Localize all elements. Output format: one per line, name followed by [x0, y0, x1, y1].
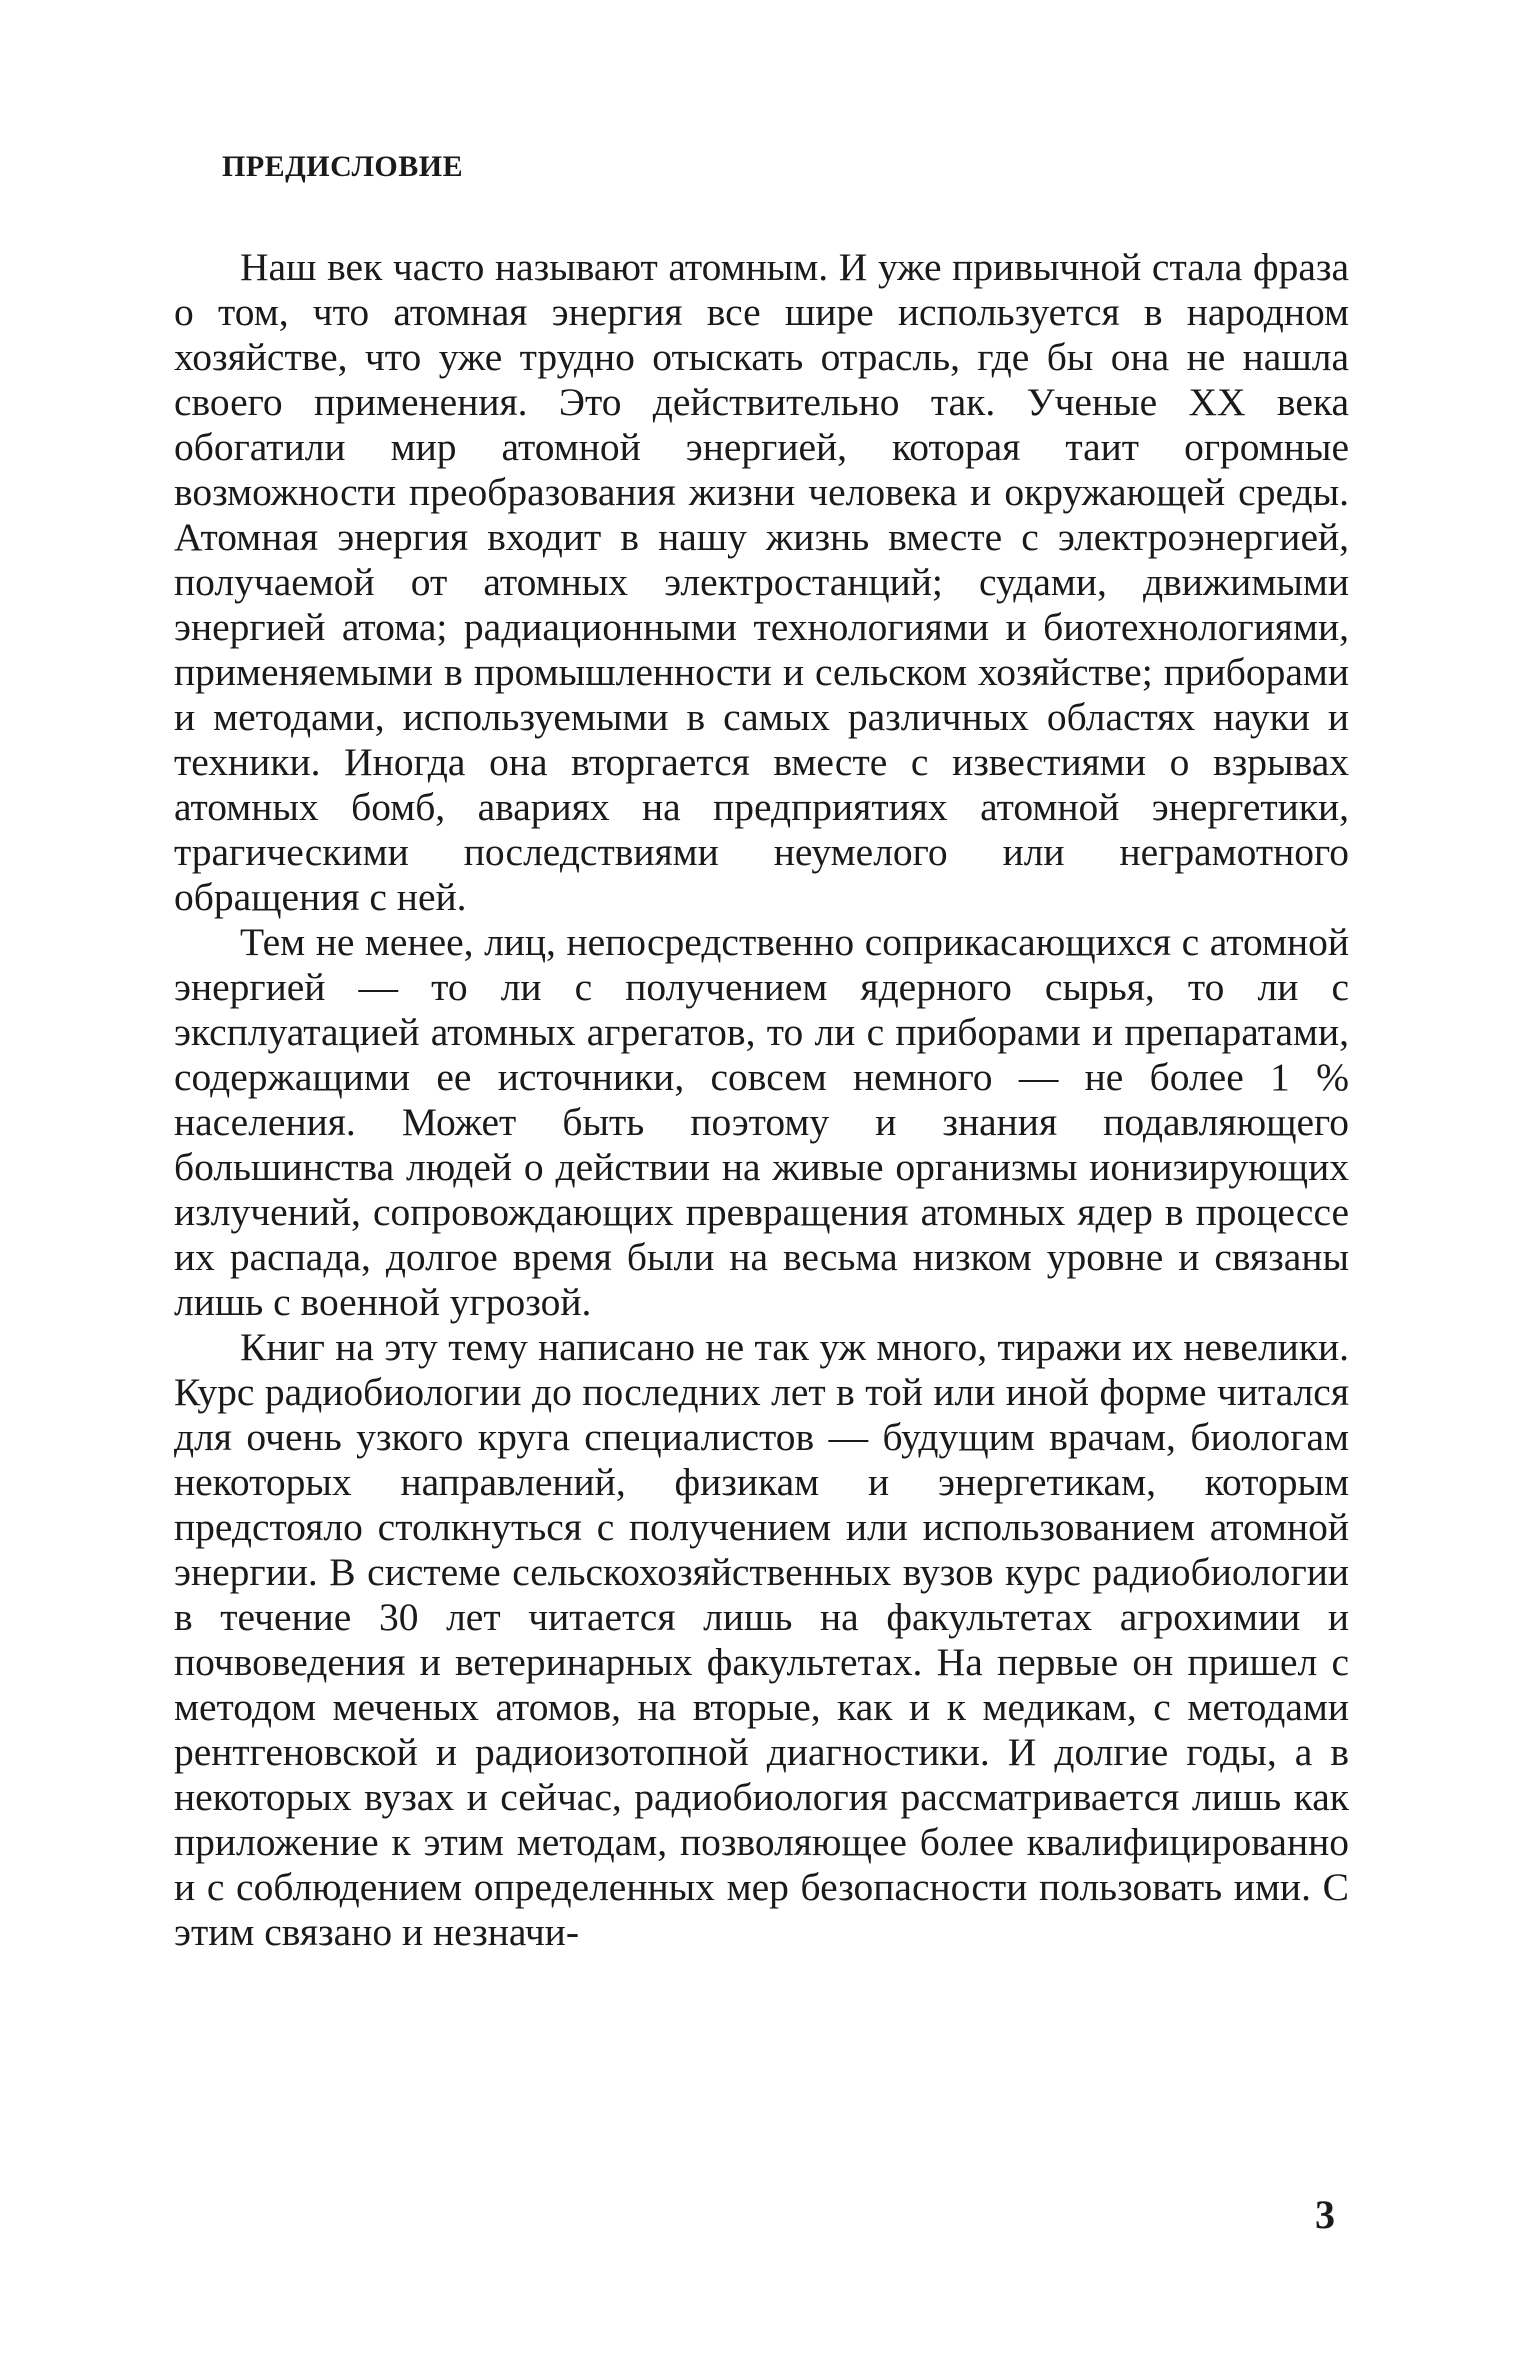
paragraph: Книг на эту тему написано не так уж много, тиражи их невелики. Курс радиобиологии до последних лет в той или иной форме читался для очень узкого круга специалистов — будущим врачам, биологам некоторых направлений, физикам и энергетикам, которым предстояло столкнуться с получением или использованием атомной энергии. В системе сельскохозяйственных вузов курс радиобиологии в течение 30 лет читается лишь на факультетах агрохимии и почвоведения и ветеринарных факультетах. На первые он пришел с методом меченых атомов, на вторые, как и к медикам, с методами рентгеновской и радиоизотопной диагностики. И долгие годы, а в некоторых вузах и сейчас, радиобиология рассматривается лишь как приложение к этим методам, позволяющее более квалифицированно и с соблюдением определенных мер безопасности пользовать ими. С этим связано и незначи-	[174, 1325, 1349, 1954]
body-text	[174, 245, 1349, 1955]
paragraph: Наш век часто называют атомным. И уже привычной стала фраза о том, что атомная энергия все шире используется в народном хозяйстве, что уже трудно отыскать отрасль, где бы она не нашла своего применения. Это действительно так. Ученые XX века обогатили мир атомной энергией, которая таит огромные возможности преобразования жизни человека и окружающей среды. Атомная энергия входит в нашу жизнь вместе с электроэнергией, получаемой от атомных электростанций; судами, движимыми энергией атома; радиационными технологиями и биотехнологиями, применяемыми в промышленности и сельском хозяйстве; приборами и методами, используемыми в самых различных областях науки и техники. Иногда она вторгается вместе с известиями о взрывах атомных бомб, авариях на предприятиях атомной энергетики, трагическими последствиями неумелого или неграмотного обращения с ней.	[174, 245, 1349, 919]
section-heading: ПРЕДИСЛОВИЕ	[222, 150, 464, 183]
paragraph: Тем не менее, лиц, непосредственно соприкасающихся с атомной энергией — то ли с получением ядерного сырья, то ли с эксплуатацией атомных агрегатов, то ли с приборами и препаратами, содержащими ее источники, совсем немного — не более 1 % населения. Может быть поэтому и знания подавляющего большинства людей о действии на живые организмы ионизирующих излучений, сопровождающих превращения атомных ядер в процессе их распада, долгое время были на весьма низком уровне и связаны лишь с военной угрозой.	[174, 920, 1349, 1324]
page-number: 3	[1315, 2192, 1335, 2237]
